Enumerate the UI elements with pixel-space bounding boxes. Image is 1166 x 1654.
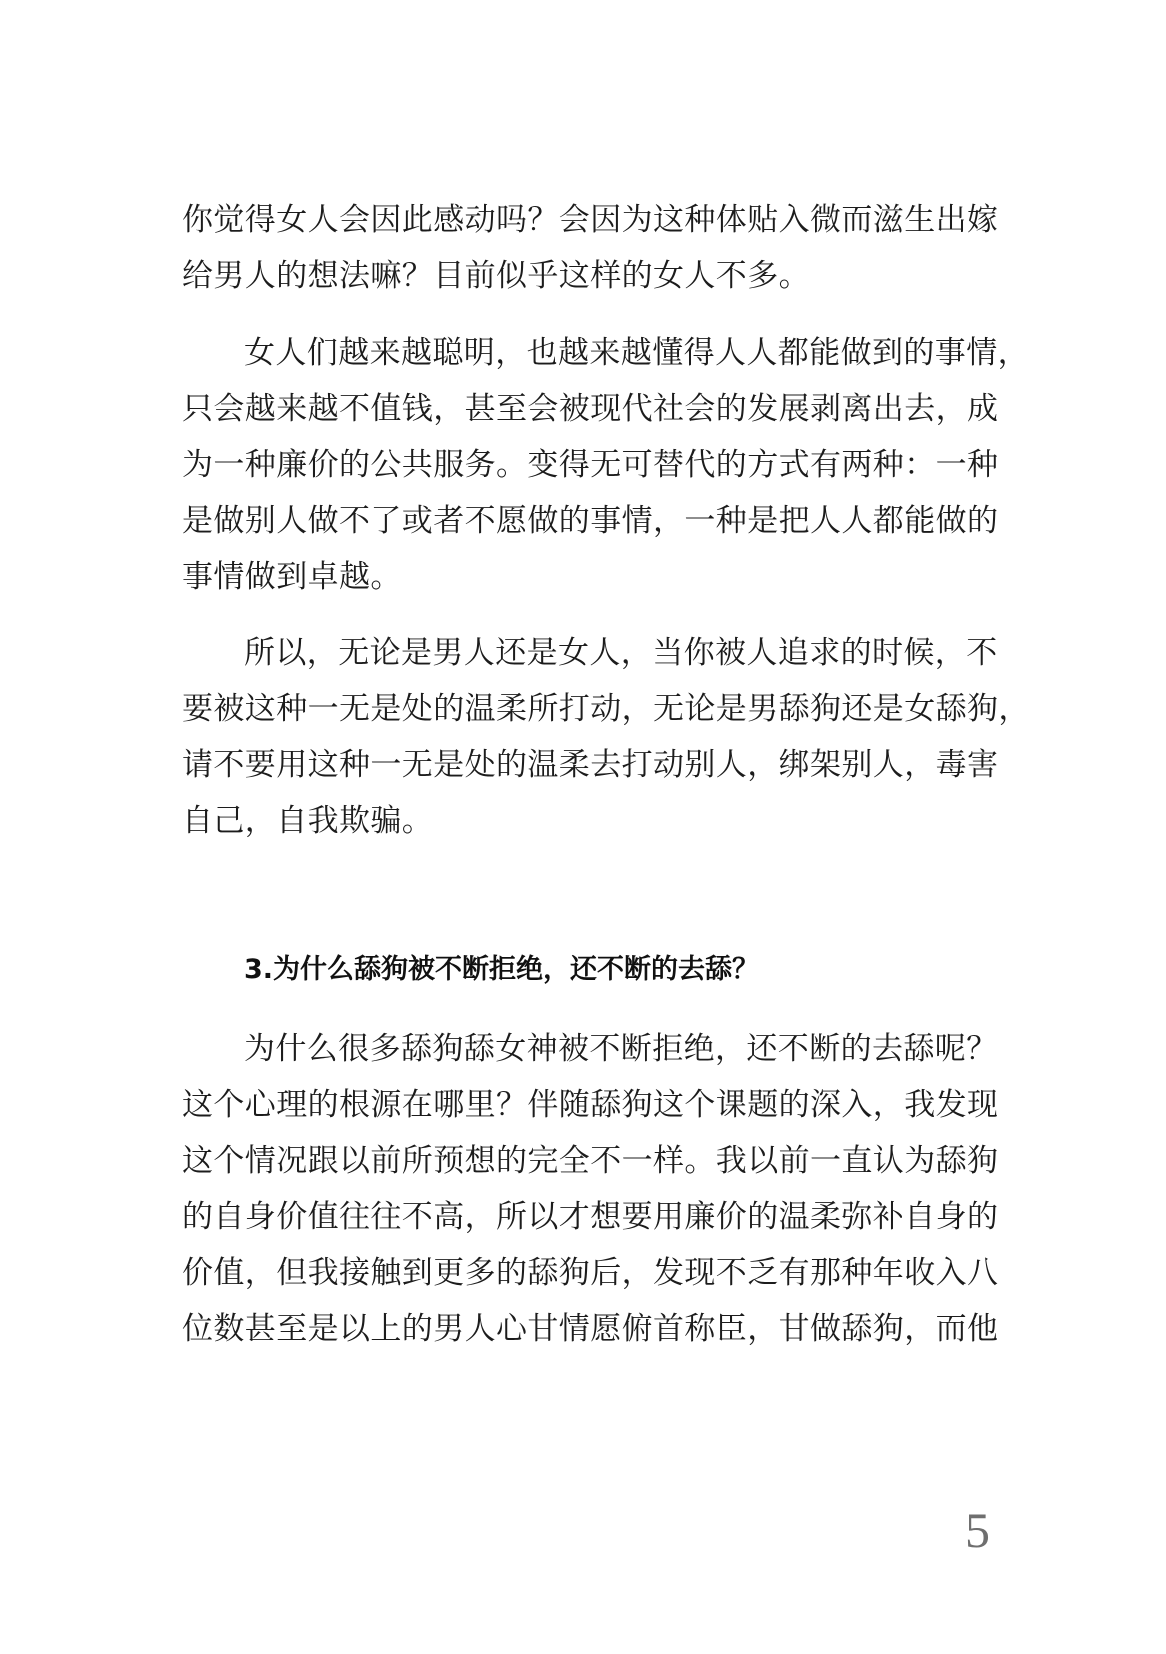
paragraph-4-line-3: 这个情况跟以前所预想的完全不一样。我以前一直认为舔狗 <box>182 1143 999 1179</box>
paragraph-1-line-1: 你觉得女人会因此感动吗？会因为这种体贴入微而滋生出嫁 <box>182 202 999 238</box>
paragraph-4-line-6: 位数甚至是以上的男人心甘情愿俯首称臣，甘做舔狗，而他 <box>182 1311 999 1347</box>
paragraph-3-line-1: 所以，无论是男人还是女人，当你被人追求的时候，不 <box>244 635 998 671</box>
page-number: 5 <box>965 1502 990 1558</box>
paragraph-2-line-4: 是做别人做不了或者不愿做的事情，一种是把人人都能做的 <box>182 503 999 539</box>
paragraph-4-line-2: 这个心理的根源在哪里？伴随舔狗这个课题的深入，我发现 <box>182 1087 999 1123</box>
paragraph-3-line-2: 要被这种一无是处的温柔所打动，无论是男舔狗还是女舔狗， <box>182 691 1030 727</box>
paragraph-4-line-4: 的自身价值往往不高，所以才想要用廉价的温柔弥补自身的 <box>182 1199 999 1235</box>
paragraph-3-line-3: 请不要用这种一无是处的温柔去打动别人，绑架别人，毒害 <box>182 747 999 783</box>
paragraph-3-line-4: 自己，自我欺骗。 <box>182 803 434 839</box>
paragraph-2-line-2: 只会越来越不值钱，甚至会被现代社会的发展剥离出去，成 <box>182 391 999 427</box>
section-heading: 3.为什么舔狗被不断拒绝，还不断的去舔？ <box>244 954 760 985</box>
paragraph-4-line-5: 价值，但我接触到更多的舔狗后，发现不乏有那种年收入八 <box>182 1255 999 1291</box>
paragraph-2-line-5: 事情做到卓越。 <box>182 559 402 595</box>
paragraph-2-line-3: 为一种廉价的公共服务。变得无可替代的方式有两种：一种 <box>182 447 999 483</box>
paragraph-2-line-1: 女人们越来越聪明，也越来越懂得人人都能做到的事情， <box>244 335 1029 371</box>
paragraph-4-line-1: 为什么很多舔狗舔女神被不断拒绝，还不断的去舔呢？ <box>244 1031 998 1067</box>
paragraph-1-line-2: 给男人的想法嘛？目前似乎这样的女人不多。 <box>182 258 810 294</box>
